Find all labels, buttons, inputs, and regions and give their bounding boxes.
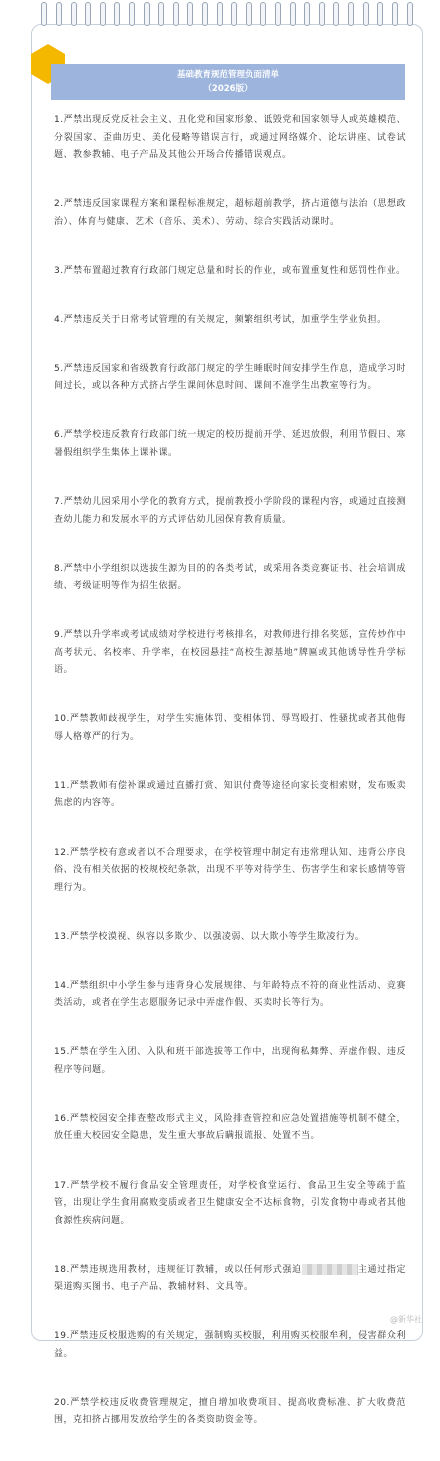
list-item-9: 9.严禁以升学率或考试成绩对学校进行考核排名，对教师进行排名奖惩，宣传炒作中高考状元、名校率、升学率，在校园悬挂“高校生源基地”牌匾或其他诱导性升学标语。: [54, 630, 406, 676]
list-item-6: 6.严禁学校违反教育行政部门统一规定的校历提前开学、延迟放假，利用节假日、寒暑假组织学生集体上课补课。: [54, 430, 406, 458]
binder-ring: [100, 2, 106, 26]
list-item-10: 10.严禁教师歧视学生，对学生实施体罚、变相体罚、辱骂殴打、性骚扰或者其他侮辱人格尊严的行为。: [54, 714, 406, 742]
mosaic-redaction: [302, 1264, 358, 1275]
binder-ring: [41, 2, 47, 26]
binder-ring: [187, 2, 193, 26]
list-item-16: 16.严禁校园安全排查整改形式主义，风险排查管控和应急处置措施等机制不健全，放任重大校园安全隐患，发生重大事故后瞒报谎报、处置不当。: [54, 1113, 406, 1142]
list-item-18-part1: 18.严禁违规选用教材，违规征订教辅，或以任何形式强迫: [54, 1264, 302, 1275]
binder-ring: [392, 2, 398, 26]
list-item-17: 17.严禁学校不履行食品安全管理责任，对学校食堂运行、食品卫生安全等疏于监管，出现让学生食用腐败变质或者卫生健康安全不达标食物，引发食物中毒或者其他食源性疾病问题。: [54, 1180, 406, 1226]
list-item-19: 19.严禁违反校服选购的有关规定，强制购买校服，利用购买校服牟利，侵害群众利益。: [54, 1331, 406, 1359]
page-title: 基础教育规范管理负面清单: [176, 70, 279, 80]
binder-ring: [260, 2, 266, 26]
binder-ring: [319, 2, 325, 26]
binder-ring: [217, 2, 223, 26]
list-item-15: 15.严禁在学生入团、入队和班干部选拔等工作中，出现徇私舞弊、弄虚作假、违反程序等问题。: [54, 1047, 406, 1075]
list-item-18-part2: 主通过指定渠道购买图书、电子产品、教辅材料、文具等。: [54, 1264, 406, 1293]
binder-ring: [377, 2, 383, 26]
binder-ring: [290, 2, 296, 26]
binder-ring: [144, 2, 150, 26]
binder-ring: [129, 2, 135, 26]
list-item-18: [54, 1262, 406, 1297]
binder-ring: [304, 2, 310, 26]
binder-ring: [363, 2, 369, 26]
list-item-7: 7.严禁幼儿园采用小学化的教育方式，提前教授小学阶段的课程内容，或通过直接测查幼儿能力和发展水平的方式评估幼儿园保育教育质量。: [54, 497, 406, 525]
binder-ring: [407, 2, 413, 26]
list-item-8: 8.严禁中小学组织以选拔生源为目的的各类考试，或采用各类竞赛证书、社会培训成绩、考级证明等作为招生依据。: [54, 563, 406, 592]
list-item-13: 13.严禁学校漠视、纵容以多欺少、以强凌弱、以大欺小等学生欺凌行为。: [54, 931, 365, 942]
list-item-4: 4.严禁违反关于日常考试管理的有关规定，频繁组织考试，加重学生学业负担。: [54, 314, 387, 325]
list-item-11: 11.严禁教师有偿补课或通过直播打赏、知识付费等途径向家长变相索财，发布贩卖焦虑的内容等。: [54, 780, 406, 809]
binder-ring: [348, 2, 354, 26]
list-item-5: 5.严禁违反国家和省级教育行政部门规定的学生睡眠时间安排学生作息，造成学习时间过长，或以各种方式挤占学生课间休息时间、课间不准学生出教室等行为。: [54, 363, 406, 392]
binder-rings: [31, 0, 423, 30]
title-banner: [51, 64, 405, 100]
binder-ring: [158, 2, 164, 26]
list-content: [54, 112, 406, 1461]
binder-ring: [231, 2, 237, 26]
binder-ring: [85, 2, 91, 26]
page-subtitle: （2026版）: [203, 84, 253, 94]
binder-ring: [173, 2, 179, 26]
source-watermark: @新华社: [390, 1315, 422, 1324]
binder-ring: [333, 2, 339, 26]
list-item-2: 2.严禁违反国家课程方案和课程标准规定，超标超前教学，挤占道德与法治（思想政治）、体育与健康、艺术（音乐、美术）、劳动、综合实践活动课时。: [54, 199, 406, 227]
list-item-3: 3.严禁布置超过教育行政部门规定总量和时长的作业，或布置重复性和惩罚性作业。: [54, 265, 406, 276]
list-item-12: 12.严禁学校有意或者以不合理要求，在学校管理中制定有违常理认知、违背公序良俗、没有相关依据的校规校纪条款，出现不平等对待学生、伤害学生和家长感情等管理行为。: [54, 847, 406, 893]
list-item-1: 1.严禁出现反党反社会主义、丑化党和国家形象、诋毁党和国家领导人或英雄模范、分裂国家、歪曲历史、美化侵略等错误言行，或通过网络媒介、论坛讲座、试卷试题、教参教辅、电子产品及其他公开场合传播错误观点。: [54, 115, 406, 160]
list-item-14: 14.严禁组织中小学生参与违背身心发展规律、与年龄特点不符的商业性活动、竞赛类活动，或者在学生志愿服务记录中弄虚作假、买卖时长等行为。: [54, 980, 406, 1009]
binder-ring: [114, 2, 120, 26]
binder-ring: [71, 2, 77, 26]
binder-ring: [246, 2, 252, 26]
binder-ring: [275, 2, 281, 26]
list-item-20: 20.严禁学校违反收费管理规定，擅自增加收费项目、提高收费标准、扩大收费范围，克扣挤占挪用发放给学生的各类资助资金等。: [54, 1397, 406, 1426]
binder-ring: [202, 2, 208, 26]
binder-ring: [56, 2, 62, 26]
